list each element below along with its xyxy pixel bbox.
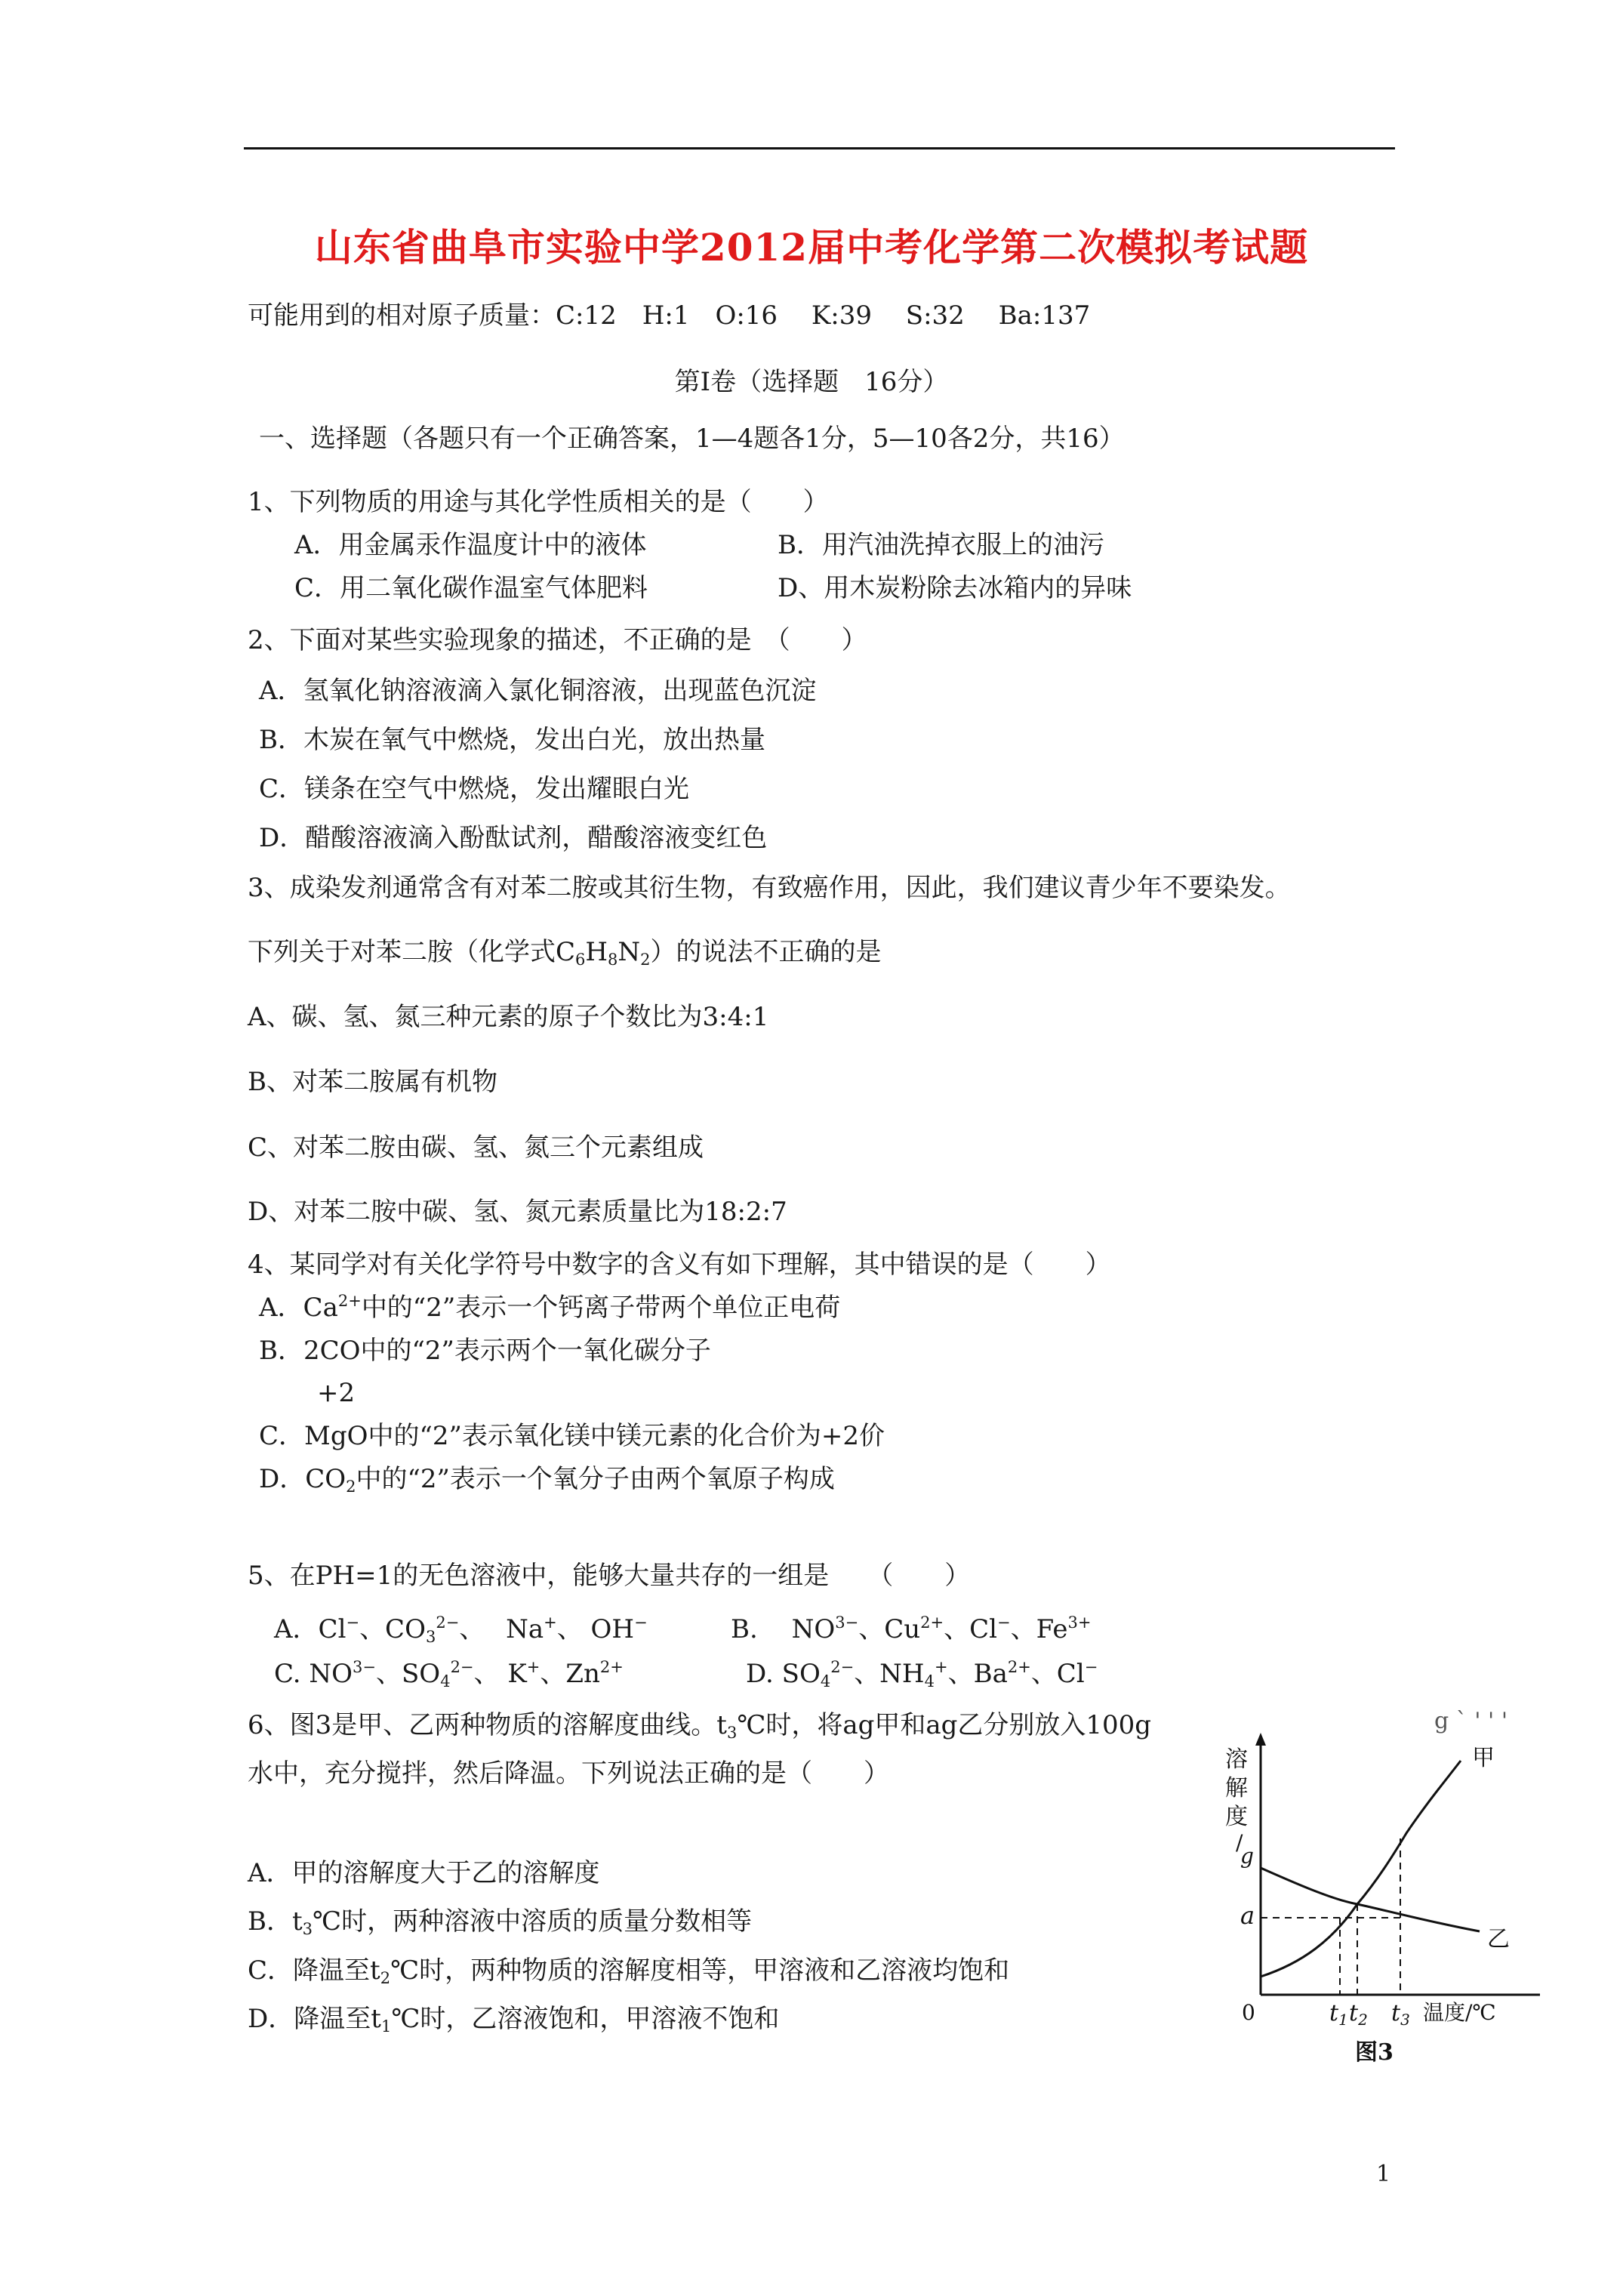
q4-stem: 4、某同学对有关化学符号中数字的含义有如下理解，其中错误的是（ ） xyxy=(248,1250,1111,1280)
q6-option-c: C．降温至$t_2℃$时，两种物质的溶解度相等，甲溶液和乙溶液均饱和 xyxy=(248,1955,1010,1987)
q2-option-a: A．氢氧化钠溶液滴入氯化铜溶液，出现蓝色沉淀 xyxy=(259,676,817,706)
clipped-fragment: g ` ' ' ' xyxy=(1434,1708,1508,1734)
q5-stem: 5、在PH=1的无色溶液中，能够大量共存的一组是 （ ） xyxy=(248,1561,971,1591)
part-heading: 一、选择题（各题只有一个正确答案，1—4题各1分，5—10各2分，共16） xyxy=(259,424,1125,454)
y-axis-arrow xyxy=(1255,1733,1266,1746)
tick-t1: $t_1$ xyxy=(1329,2000,1348,2029)
q6-option-b: B．$t_3℃$时，两种溶液中溶质的质量分数相等 xyxy=(248,1906,753,1938)
page-title: 山东省曲阜市实验中学2012届中考化学第二次模拟考试题 xyxy=(314,225,1309,270)
origin-label: 0 xyxy=(1242,2000,1255,2025)
tick-t3: $t_3$ xyxy=(1391,2000,1410,2029)
q3-option-b: B、对苯二胺属有机物 xyxy=(248,1067,497,1097)
section-heading: 第Ⅰ卷（选择题 16分） xyxy=(674,367,949,397)
q1-stem: 1、下列物质的用途与其化学性质相关的是（ ） xyxy=(248,487,829,517)
q4-valence-mark: +2 xyxy=(317,1378,356,1408)
q2-option-d: D．醋酸溶液滴入酚酞试剂，醋酸溶液变红色 xyxy=(259,823,768,853)
q1-option-c: C．用二氧化碳作温室气体肥料 xyxy=(294,573,648,603)
atomic-masses: 可能用到的相对原子质量：C:12 H:1 O:16 K:39 S:32 Ba:137 xyxy=(248,300,1091,331)
q4-option-b: B．2CO中的“2”表示两个一氧化碳分子 xyxy=(259,1336,711,1366)
q2-option-b: B．木炭在氧气中燃烧，发出白光，放出热量 xyxy=(259,725,765,755)
q5-option-d: D. $SO_4^{2-}$、$NH_4^+$、$Ba^{2+}$、Cl− xyxy=(746,1658,1098,1690)
ylabel-char-1: 溶 xyxy=(1225,1746,1248,1773)
q6-stem-line2: 水中，充分搅拌，然后降温。下列说法正确的是（ ） xyxy=(248,1758,889,1789)
q3-stem: 3、成染发剂通常含有对苯二胺或其衍生物，有致癌作用，因此，我们建议青少年不要染发。 xyxy=(248,873,1291,903)
q1-option-d: D、用木炭粉除去冰箱内的异味 xyxy=(778,573,1132,603)
q2-option-c: C．镁条在空气中燃烧，发出耀眼白光 xyxy=(259,774,690,804)
q6-option-d: D．降温至$t_1℃$时，乙溶液饱和，甲溶液不饱和 xyxy=(248,2004,780,2036)
xlabel: 温度/℃ xyxy=(1423,2000,1496,2025)
q3-option-a: A、碳、氢、氮三种元素的原子个数比为3:4:1 xyxy=(248,1002,769,1032)
q6-option-a: A．甲的溶解度大于乙的溶解度 xyxy=(248,1858,600,1888)
q4-option-d: D．$CO_2$中的“2”表示一个氧分子由两个氧原子构成 xyxy=(259,1464,835,1496)
q4-option-c: C．MgO中的“2”表示氧化镁中镁元素的化合价为+2价 xyxy=(259,1421,885,1451)
q4-option-a: A．$Ca^{2+}$中的“2”表示一个钙离子带两个单位正电荷 xyxy=(259,1292,841,1323)
header-rule xyxy=(244,147,1395,149)
ylabel-char-2: 解 xyxy=(1225,1775,1248,1801)
q3-option-d: D、对苯二胺中碳、氢、氮元素质量比为18:2:7 xyxy=(248,1197,787,1227)
q6-stem: 6、图3是甲、乙两种物质的溶解度曲线。$t_3℃$时，将ag甲和ag乙分别放入100g xyxy=(248,1710,1152,1742)
q5-option-a: A．Cl−、$CO_3^{2-}$、 Na+、 OH− xyxy=(274,1613,648,1646)
tick-t2: $t_2$ xyxy=(1349,2000,1368,2029)
y-mark-a: a xyxy=(1240,1901,1255,1930)
ylabel-char-5: g xyxy=(1240,1844,1254,1869)
page-number: 1 xyxy=(1376,2161,1391,2187)
q1-option-a: A．用金属汞作温度计中的液体 xyxy=(294,530,647,560)
curve-jia-label: 甲 xyxy=(1472,1745,1495,1771)
solubility-figure xyxy=(1219,1721,1544,2076)
q2-stem: 2、下面对某些实验现象的描述，不正确的是 （ ） xyxy=(248,625,867,655)
q5-option-c: C. $NO^{3-}$、$SO_4^{2-}$、 K+、$Zn^{2+}$ xyxy=(274,1658,624,1690)
ylabel-char-4: / xyxy=(1236,1830,1243,1855)
curve-jia xyxy=(1261,1761,1461,1977)
q1-option-b: B．用汽油洗掉衣服上的油污 xyxy=(778,530,1104,560)
q3-option-c: C、对苯二胺由碳、氢、氮三个元素组成 xyxy=(248,1133,704,1163)
figure-caption: 图3 xyxy=(1355,2039,1394,2066)
q3-stem-formula: 下列关于对苯二胺（化学式$C_6H_8N_2$）的说法不正确的是 xyxy=(248,937,882,969)
q5-option-b: B. $NO^{3-}$、$Cu^{2+}$、Cl−、$Fe^{3+}$ xyxy=(731,1613,1092,1644)
ylabel-char-3: 度 xyxy=(1225,1804,1248,1830)
curve-yi-label: 乙 xyxy=(1487,1926,1510,1952)
curve-yi xyxy=(1261,1868,1480,1931)
